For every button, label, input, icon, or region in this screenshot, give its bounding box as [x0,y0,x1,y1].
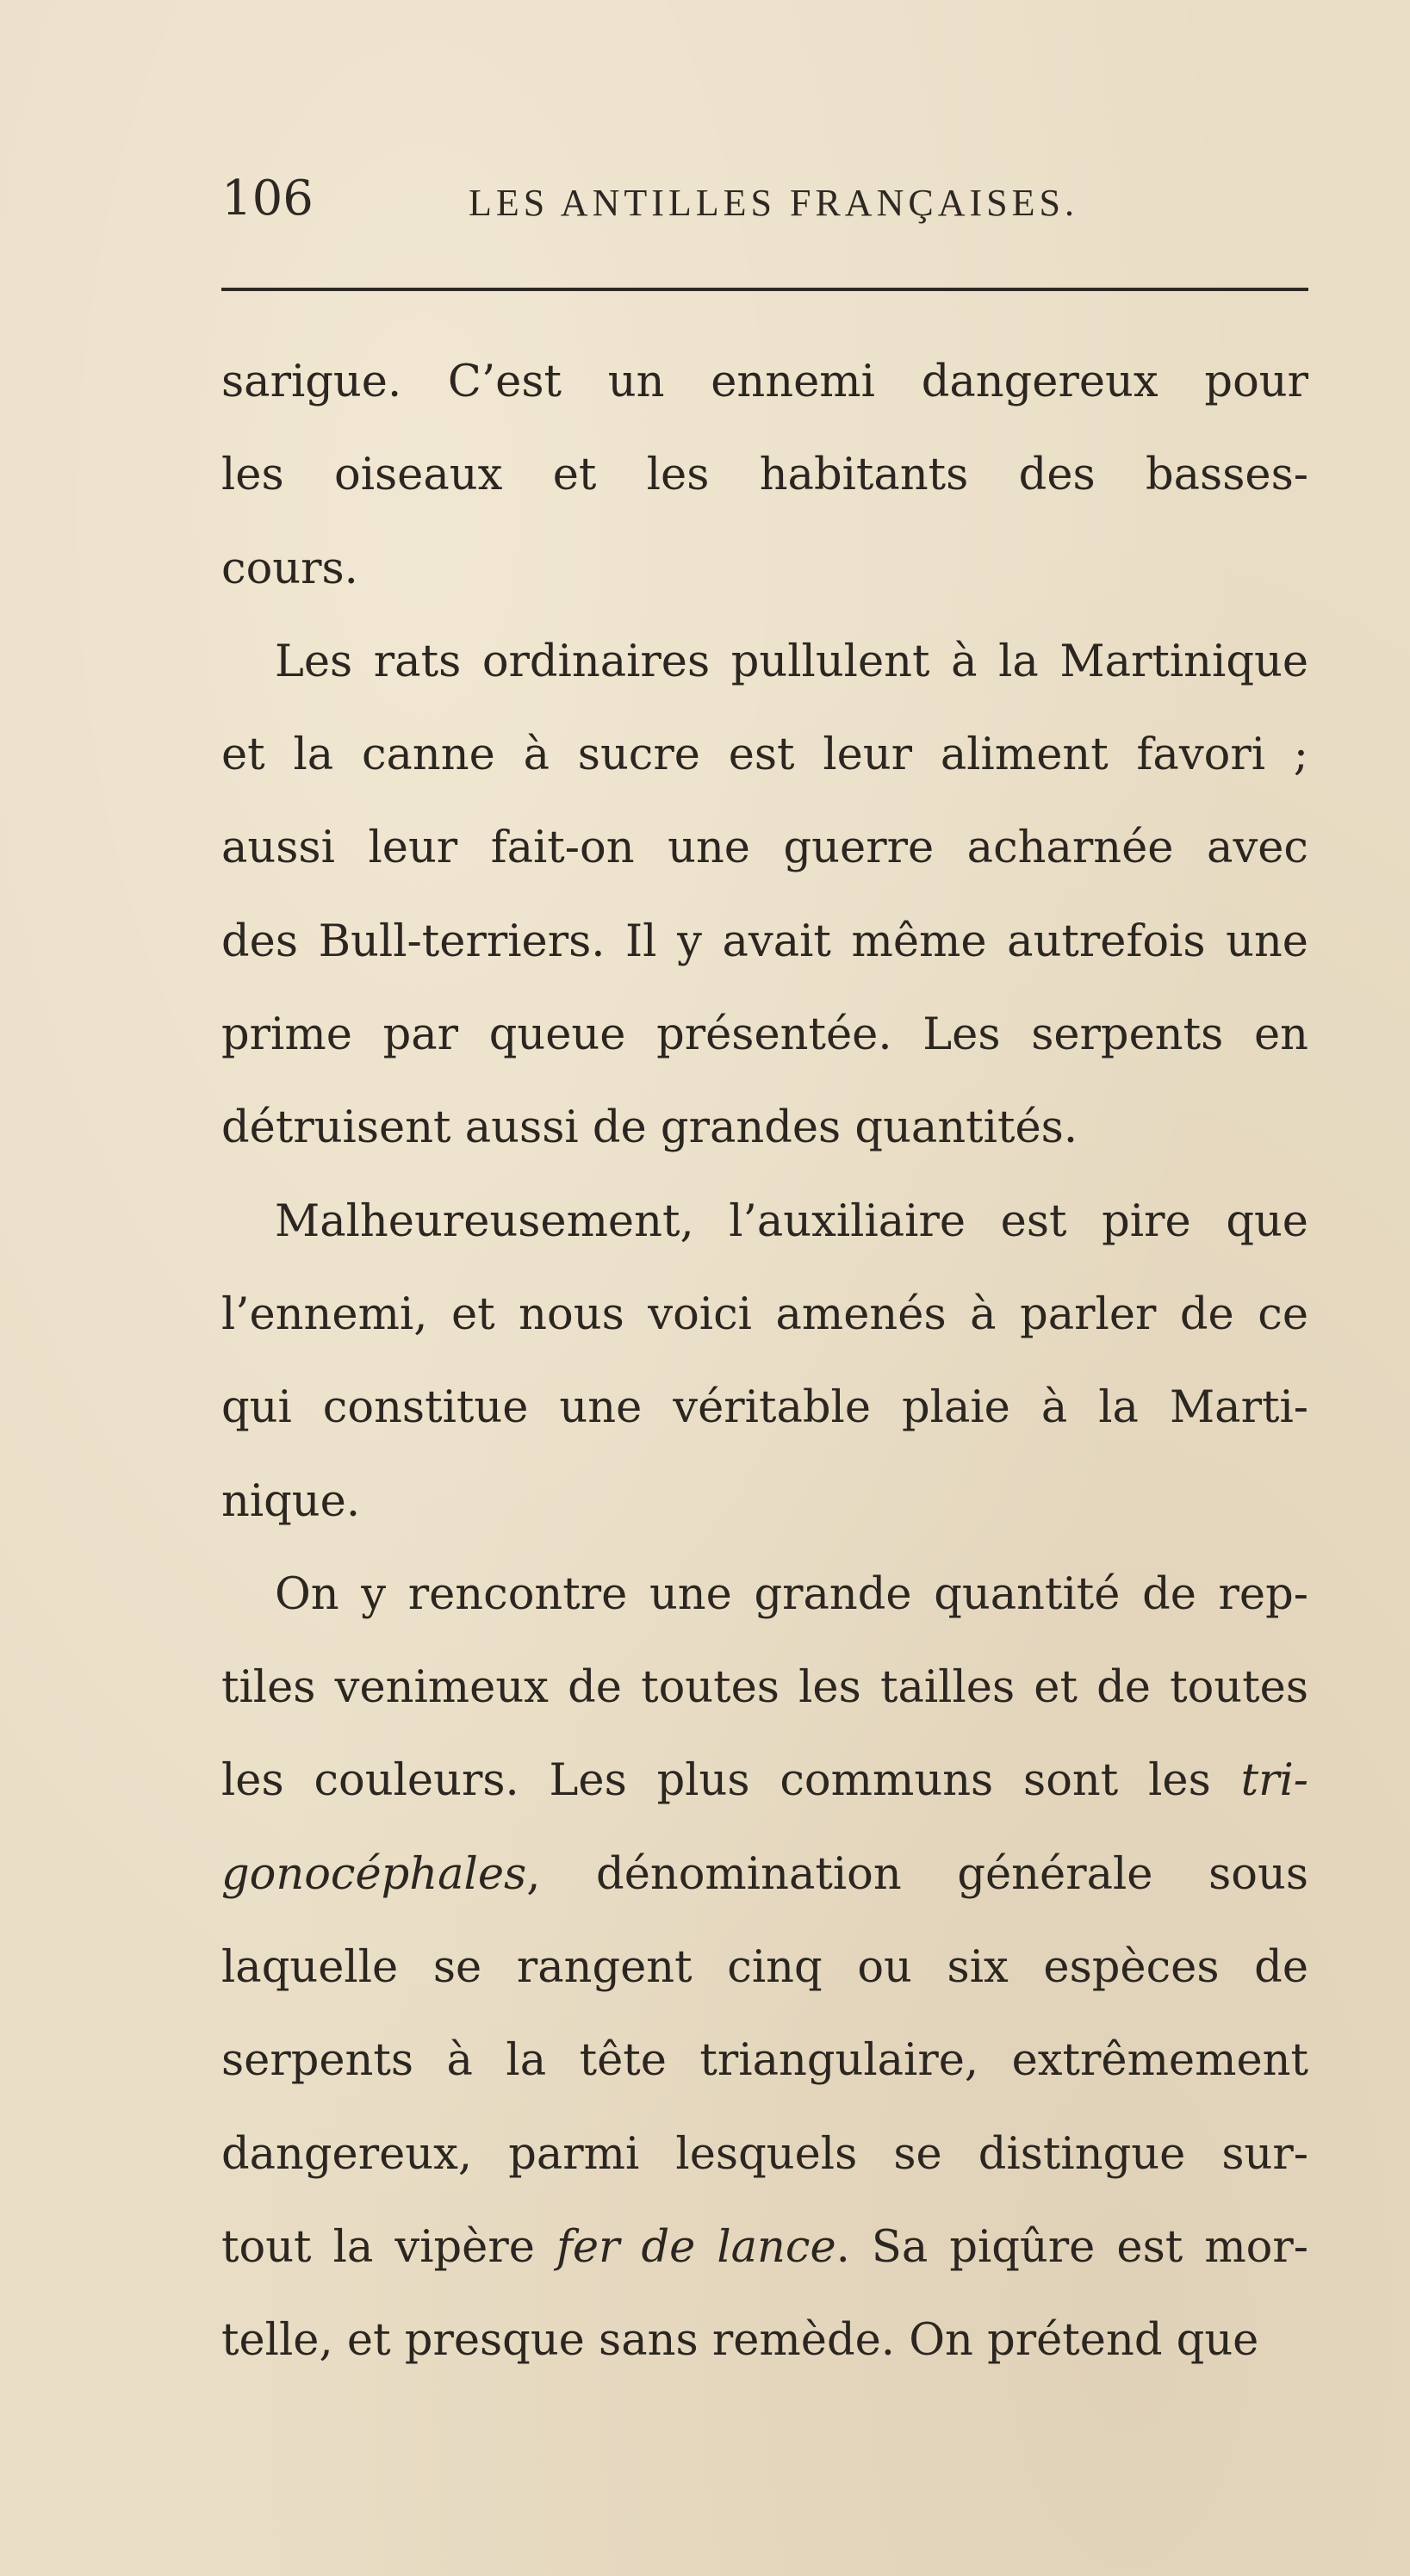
text-line: dangereux, parmi lesquels se distingue sur- [221,2128,1308,2180]
text-line: qui constitue une véritable plaie à la Marti- [221,1382,1308,1434]
text-line: Les rats ordinaires pullulent à la Martinique [275,636,1308,687]
text-line: des Bull-terriers. Il y avait même autrefois une [221,916,1308,967]
text-segment: les couleurs. Les plus communs sont les [221,1755,1241,1807]
text-line: sarigue. C’est un ennemi dangereux pour [221,357,1308,407]
text-segment: tout la vipère [221,2221,556,2273]
text-segment: . Sa piqûre est mor- [835,2221,1308,2273]
text-line: nique. [221,1475,361,1527]
page-header [221,169,1307,229]
italic-term: gonocéphales [221,1848,527,1900]
text-line: et la canne à sucre est leur aliment favori ; [221,729,1308,781]
text-line: cours. [221,543,358,594]
text-line: telle, et presque sans remède. On prétend que [221,2315,1259,2367]
text-line: tiles venimeux de toutes les tailles et de toutes [221,1662,1308,1714]
text-line: laquelle se rangent cinq ou six espèces de [221,1942,1308,1994]
text-line [221,1735,1308,1828]
italic-term: tri- [1240,1755,1308,1807]
text-line: les oiseaux et les habitants des basses- [221,450,1308,501]
text-line: détruisent aussi de grandes quantités. [221,1102,1078,1154]
text-line: aussi leur fait-on une guerre acharnée avec [221,822,1308,874]
text-line [221,2201,1308,2294]
page-number: 106 [221,171,314,227]
text-line: l’ennemi, et nous voici amenés à parler de ce [221,1288,1308,1340]
text-segment: , dénomination générale sous [526,1848,1308,1900]
text-line: Malheureusement, l’auxiliaire est pire que [275,1195,1308,1247]
body-text [221,336,1308,2388]
text-line: On y rencontre une grande quantité de rep- [275,1568,1308,1620]
running-head: LES ANTILLES FRANÇAISES. [469,182,1078,224]
text-line [221,1828,1308,1921]
text-line: serpents à la tête triangulaire, extrêmement [221,2035,1308,2087]
text-line: prime par queue présentée. Les serpents en [221,1009,1308,1061]
italic-term: fer de lance [556,2221,836,2273]
header-rule [221,288,1308,291]
